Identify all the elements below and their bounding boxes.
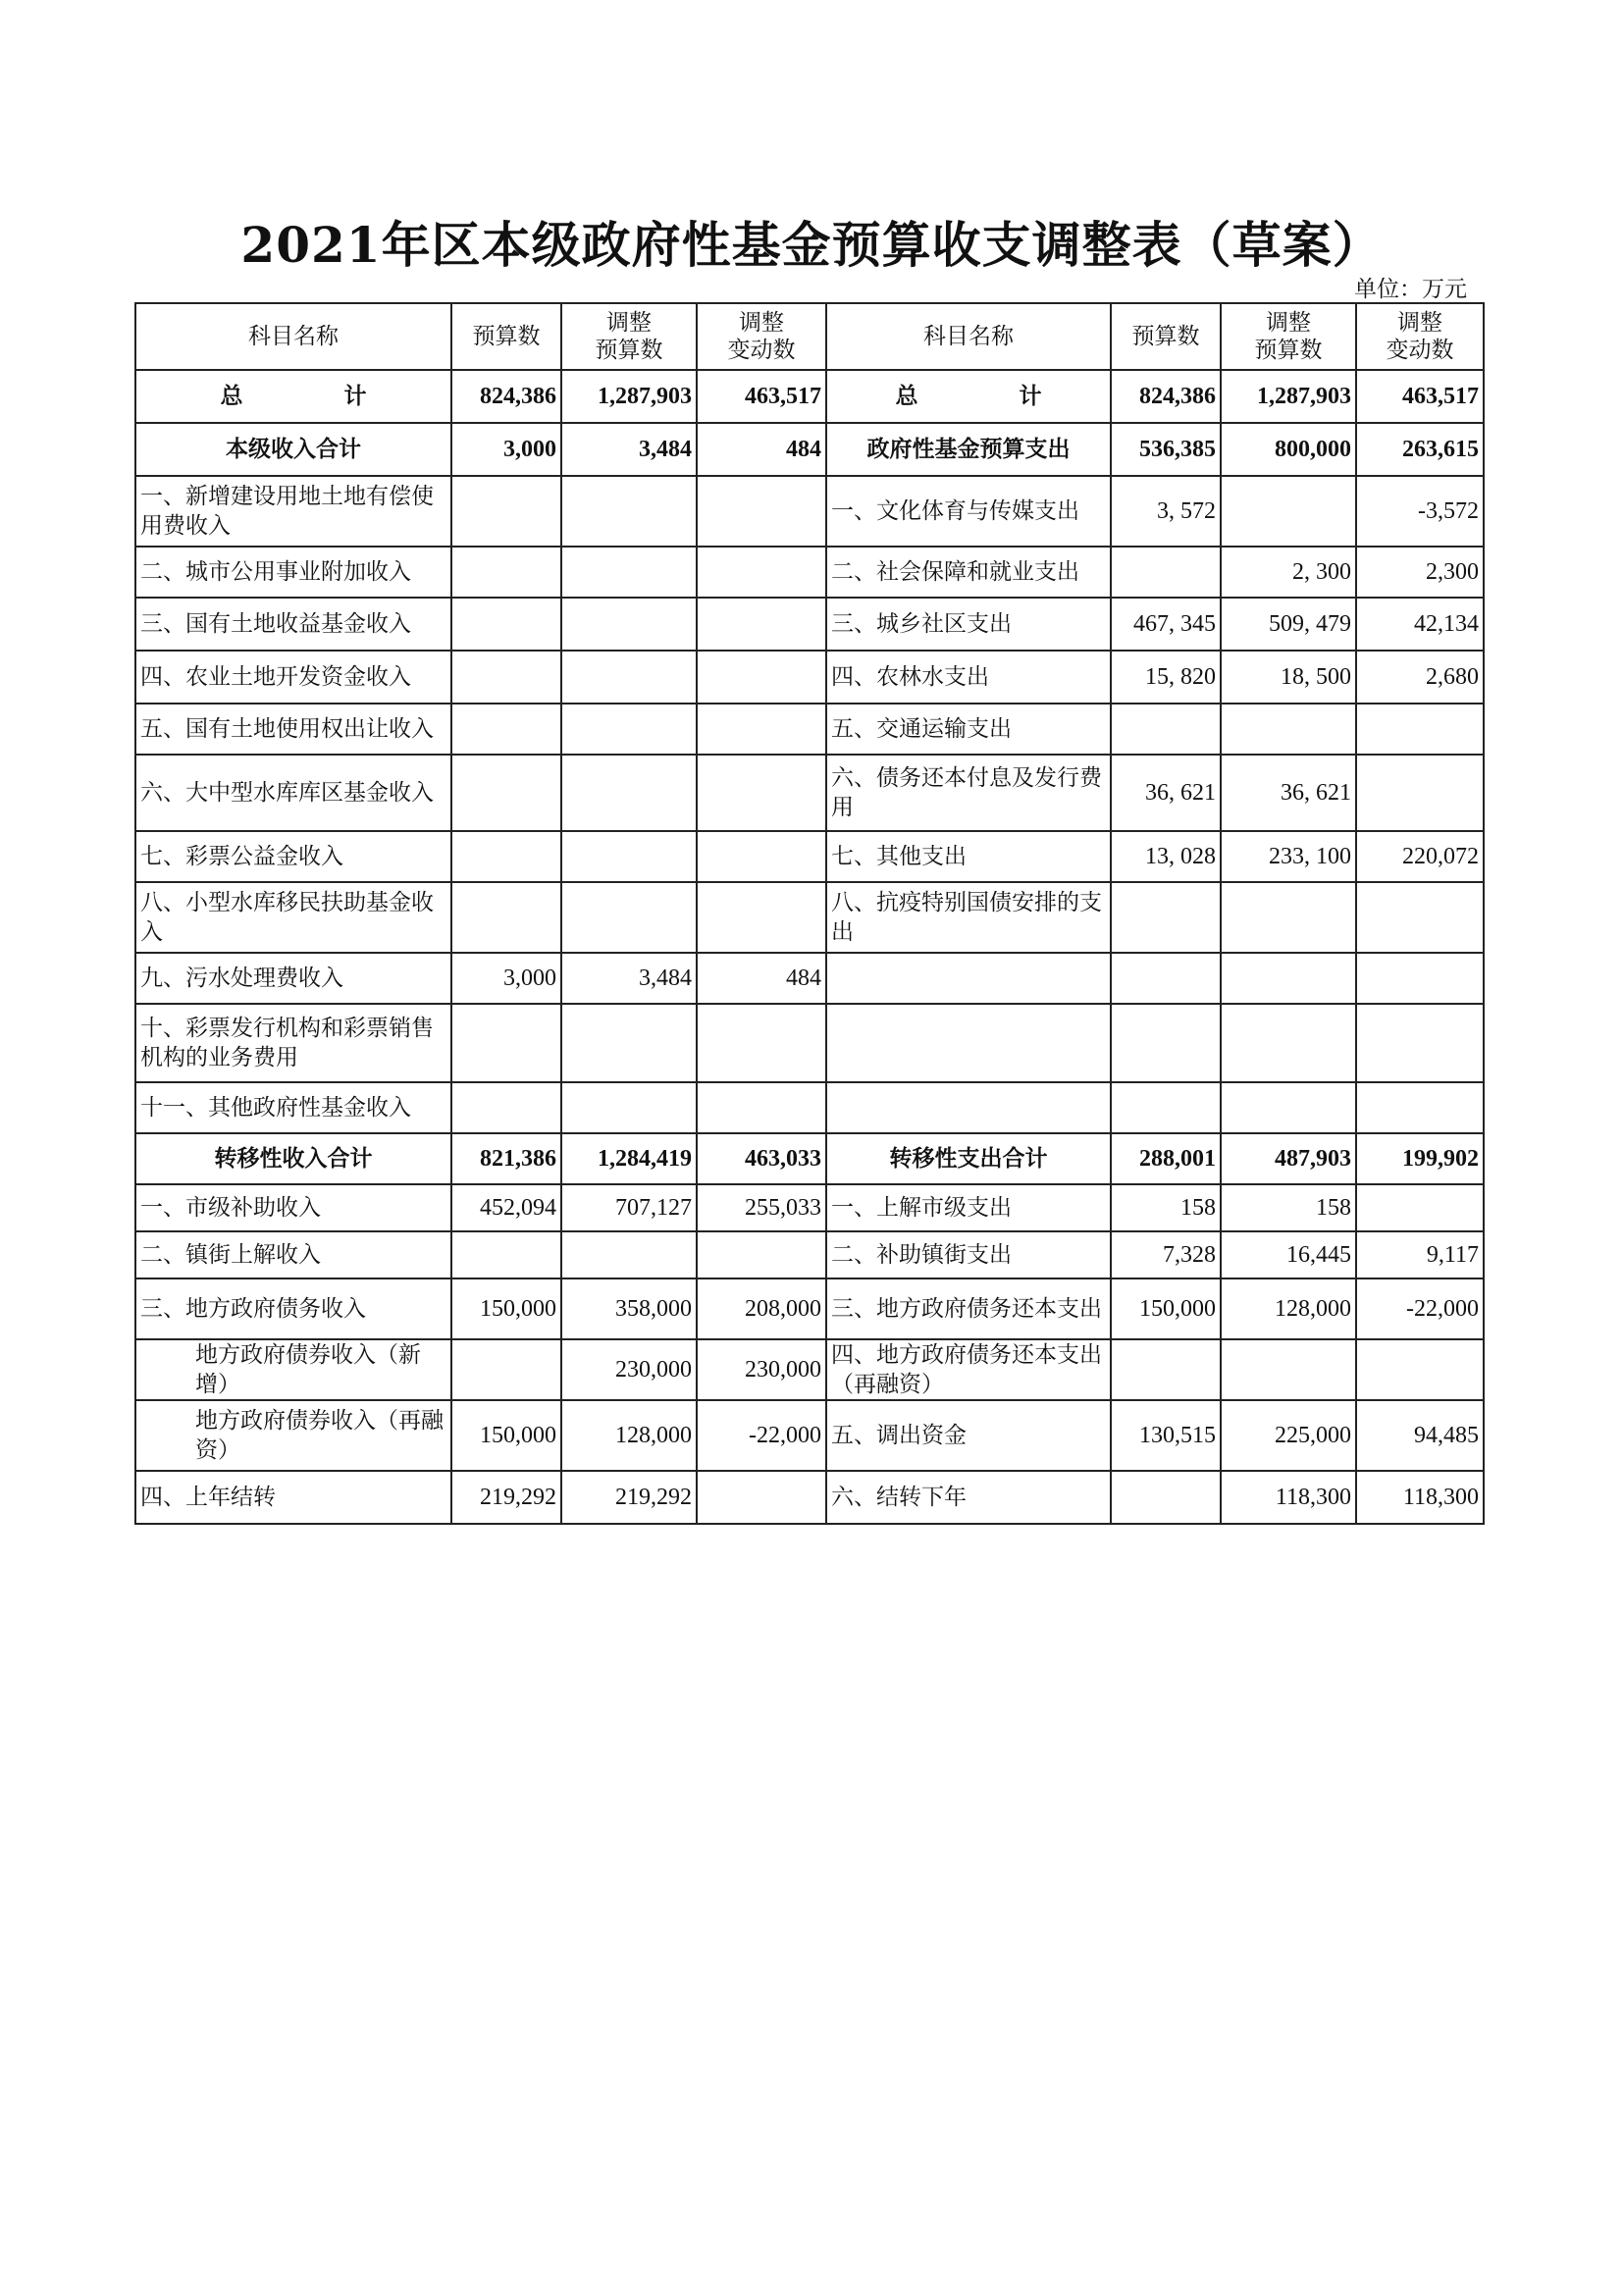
- amount-cell: [697, 755, 826, 831]
- amount-cell: [1111, 953, 1221, 1004]
- table-row: [135, 547, 1484, 598]
- table-row: [135, 755, 1484, 831]
- table-row: [135, 370, 1484, 423]
- amount-cell: [1111, 547, 1221, 598]
- table-row: [135, 598, 1484, 651]
- header-cell: 预算数: [1111, 303, 1221, 370]
- amount-cell: [451, 1231, 561, 1278]
- subject-name-cell: 七、其他支出: [826, 831, 1111, 882]
- subject-name-cell: 三、地方政府债务还本支出: [826, 1278, 1111, 1339]
- table-row: [135, 1471, 1484, 1524]
- header-cell: 预算数: [451, 303, 561, 370]
- amount-cell: 219,292: [451, 1471, 561, 1524]
- amount-cell: [697, 1082, 826, 1133]
- subject-name-cell: 二、补助镇街支出: [826, 1231, 1111, 1278]
- amount-cell: [697, 882, 826, 953]
- subject-name-cell: [826, 1082, 1111, 1133]
- amount-cell: [1356, 1339, 1484, 1400]
- amount-cell: 199,902: [1356, 1133, 1484, 1184]
- subject-name-cell: 一、市级补助收入: [135, 1184, 451, 1231]
- subject-name-cell: 二、镇街上解收入: [135, 1231, 451, 1278]
- amount-cell: [451, 831, 561, 882]
- amount-cell: 463,517: [697, 370, 826, 423]
- subject-name-cell: 十、彩票发行机构和彩票销售机构的业务费用: [135, 1004, 451, 1082]
- amount-cell: 158: [1221, 1184, 1356, 1231]
- header-cell: 调整 变动数: [697, 303, 826, 370]
- subject-name-cell: 五、国有土地使用权出让收入: [135, 704, 451, 755]
- table-row: [135, 1004, 1484, 1082]
- subject-name-cell: 八、小型水库移民扶助基金收入: [135, 882, 451, 953]
- amount-cell: [1356, 704, 1484, 755]
- table-row: [135, 1400, 1484, 1471]
- amount-cell: [561, 476, 697, 547]
- amount-cell: [451, 1339, 561, 1400]
- amount-cell: [561, 598, 697, 651]
- amount-cell: [561, 1231, 697, 1278]
- amount-cell: 824,386: [451, 370, 561, 423]
- budget-table: [134, 302, 1485, 1525]
- amount-cell: [697, 651, 826, 704]
- amount-cell: [697, 547, 826, 598]
- header-cell: 科目名称: [826, 303, 1111, 370]
- table-row: [135, 1339, 1484, 1400]
- amount-cell: [561, 547, 697, 598]
- amount-cell: 18, 500: [1221, 651, 1356, 704]
- table-row: [135, 704, 1484, 755]
- amount-cell: [1111, 1004, 1221, 1082]
- amount-cell: 263,615: [1356, 423, 1484, 476]
- amount-cell: 821,386: [451, 1133, 561, 1184]
- amount-cell: 1,287,903: [1221, 370, 1356, 423]
- amount-cell: [1221, 704, 1356, 755]
- subject-name-cell: 二、社会保障和就业支出: [826, 547, 1111, 598]
- amount-cell: [1221, 953, 1356, 1004]
- amount-cell: 2, 300: [1221, 547, 1356, 598]
- amount-cell: 707,127: [561, 1184, 697, 1231]
- header-cell: 调整 预算数: [1221, 303, 1356, 370]
- amount-cell: [451, 651, 561, 704]
- amount-cell: [697, 598, 826, 651]
- amount-cell: [1221, 476, 1356, 547]
- subject-name-cell: 转移性收入合计: [135, 1133, 451, 1184]
- amount-cell: [697, 704, 826, 755]
- subject-name-cell: 五、调出资金: [826, 1400, 1111, 1471]
- amount-cell: 3,484: [561, 953, 697, 1004]
- amount-cell: [561, 704, 697, 755]
- amount-cell: [697, 1471, 826, 1524]
- amount-cell: 484: [697, 423, 826, 476]
- amount-cell: [1111, 1082, 1221, 1133]
- header-cell: 科目名称: [135, 303, 451, 370]
- amount-cell: [1356, 1004, 1484, 1082]
- amount-cell: 2,300: [1356, 547, 1484, 598]
- table-row: [135, 651, 1484, 704]
- amount-cell: [1221, 1339, 1356, 1400]
- amount-cell: 467, 345: [1111, 598, 1221, 651]
- amount-cell: [697, 1231, 826, 1278]
- amount-cell: 230,000: [561, 1339, 697, 1400]
- amount-cell: 1,287,903: [561, 370, 697, 423]
- amount-cell: 118,300: [1221, 1471, 1356, 1524]
- amount-cell: 9,117: [1356, 1231, 1484, 1278]
- subject-name-cell: 三、地方政府债务收入: [135, 1278, 451, 1339]
- table-row: [135, 423, 1484, 476]
- amount-cell: 484: [697, 953, 826, 1004]
- amount-cell: 230,000: [697, 1339, 826, 1400]
- amount-cell: [1356, 882, 1484, 953]
- table-row: [135, 831, 1484, 882]
- amount-cell: 150,000: [451, 1400, 561, 1471]
- amount-cell: 13, 028: [1111, 831, 1221, 882]
- amount-cell: 233, 100: [1221, 831, 1356, 882]
- amount-cell: 800,000: [1221, 423, 1356, 476]
- header-cell: 调整 变动数: [1356, 303, 1484, 370]
- amount-cell: 225,000: [1221, 1400, 1356, 1471]
- amount-cell: 463,033: [697, 1133, 826, 1184]
- subject-name-cell: 十一、其他政府性基金收入: [135, 1082, 451, 1133]
- subject-name-cell: [826, 953, 1111, 1004]
- amount-cell: [561, 755, 697, 831]
- amount-cell: [1111, 704, 1221, 755]
- amount-cell: [697, 1004, 826, 1082]
- subject-name-cell: 转移性支出合计: [826, 1133, 1111, 1184]
- amount-cell: 94,485: [1356, 1400, 1484, 1471]
- subject-name-cell: 一、文化体育与传媒支出: [826, 476, 1111, 547]
- amount-cell: 158: [1111, 1184, 1221, 1231]
- subject-name-cell: 四、地方政府债务还本支出（再融资）: [826, 1339, 1111, 1400]
- amount-cell: [561, 882, 697, 953]
- table-row: [135, 1184, 1484, 1231]
- amount-cell: 150,000: [451, 1278, 561, 1339]
- subject-name-cell: 一、上解市级支出: [826, 1184, 1111, 1231]
- amount-cell: [561, 831, 697, 882]
- amount-cell: [451, 1004, 561, 1082]
- amount-cell: [1356, 953, 1484, 1004]
- subject-name-cell: [826, 1004, 1111, 1082]
- subject-name-cell: 三、城乡社区支出: [826, 598, 1111, 651]
- unit-label: 单位：万元: [1354, 277, 1467, 302]
- table-row: [135, 476, 1484, 547]
- amount-cell: 208,000: [697, 1278, 826, 1339]
- table-row: [135, 1231, 1484, 1278]
- table-row: [135, 1278, 1484, 1339]
- amount-cell: 220,072: [1356, 831, 1484, 882]
- amount-cell: [1111, 1471, 1221, 1524]
- subject-name-cell: 政府性基金预算支出: [826, 423, 1111, 476]
- amount-cell: 219,292: [561, 1471, 697, 1524]
- amount-cell: [451, 598, 561, 651]
- subject-name-cell: 四、上年结转: [135, 1471, 451, 1524]
- amount-cell: 3,000: [451, 953, 561, 1004]
- subject-name-cell: 四、农林水支出: [826, 651, 1111, 704]
- amount-cell: 3,000: [451, 423, 561, 476]
- amount-cell: 509, 479: [1221, 598, 1356, 651]
- amount-cell: 150,000: [1111, 1278, 1221, 1339]
- header-cell: 调整 预算数: [561, 303, 697, 370]
- amount-cell: -22,000: [1356, 1278, 1484, 1339]
- page-title: 2021年区本级政府性基金预算收支调整表（草案）: [240, 216, 1383, 274]
- subject-name-cell: 三、国有土地收益基金收入: [135, 598, 451, 651]
- table-row: [135, 1082, 1484, 1133]
- amount-cell: 128,000: [1221, 1278, 1356, 1339]
- amount-cell: [451, 704, 561, 755]
- header-row: [135, 303, 1484, 370]
- amount-cell: 7,328: [1111, 1231, 1221, 1278]
- amount-cell: 36, 621: [1111, 755, 1221, 831]
- amount-cell: [1356, 1082, 1484, 1133]
- amount-cell: [451, 755, 561, 831]
- table-row: [135, 882, 1484, 953]
- subject-name-cell: 二、城市公用事业附加收入: [135, 547, 451, 598]
- amount-cell: [1221, 882, 1356, 953]
- amount-cell: [451, 882, 561, 953]
- amount-cell: [451, 1082, 561, 1133]
- table-row: [135, 1133, 1484, 1184]
- amount-cell: 487,903: [1221, 1133, 1356, 1184]
- amount-cell: [697, 476, 826, 547]
- amount-cell: [561, 651, 697, 704]
- amount-cell: -22,000: [697, 1400, 826, 1471]
- amount-cell: [1356, 1184, 1484, 1231]
- amount-cell: 16,445: [1221, 1231, 1356, 1278]
- subject-name-cell: 五、交通运输支出: [826, 704, 1111, 755]
- subject-name-cell: 总 计: [826, 370, 1111, 423]
- amount-cell: [1356, 755, 1484, 831]
- amount-cell: [1221, 1004, 1356, 1082]
- amount-cell: 358,000: [561, 1278, 697, 1339]
- subject-name-cell: 八、抗疫特别国债安排的支出: [826, 882, 1111, 953]
- amount-cell: [1221, 1082, 1356, 1133]
- amount-cell: 42,134: [1356, 598, 1484, 651]
- amount-cell: 824,386: [1111, 370, 1221, 423]
- amount-cell: 3, 572: [1111, 476, 1221, 547]
- subject-name-cell: 七、彩票公益金收入: [135, 831, 451, 882]
- subject-name-cell: 六、大中型水库库区基金收入: [135, 755, 451, 831]
- amount-cell: 15, 820: [1111, 651, 1221, 704]
- subject-name-cell: 地方政府债券收入（再融资）: [135, 1400, 451, 1471]
- amount-cell: [451, 476, 561, 547]
- amount-cell: 130,515: [1111, 1400, 1221, 1471]
- amount-cell: 1,284,419: [561, 1133, 697, 1184]
- amount-cell: [561, 1082, 697, 1133]
- subject-name-cell: 六、债务还本付息及发行费用: [826, 755, 1111, 831]
- amount-cell: 3,484: [561, 423, 697, 476]
- amount-cell: 536,385: [1111, 423, 1221, 476]
- subject-name-cell: 四、农业土地开发资金收入: [135, 651, 451, 704]
- table-row: [135, 953, 1484, 1004]
- amount-cell: [451, 547, 561, 598]
- amount-cell: 463,517: [1356, 370, 1484, 423]
- subject-name-cell: 一、新增建设用地土地有偿使用费收入: [135, 476, 451, 547]
- subject-name-cell: 九、污水处理费收入: [135, 953, 451, 1004]
- subject-name-cell: 六、结转下年: [826, 1471, 1111, 1524]
- amount-cell: 255,033: [697, 1184, 826, 1231]
- amount-cell: [561, 1004, 697, 1082]
- amount-cell: 36, 621: [1221, 755, 1356, 831]
- subject-name-cell: 总 计: [135, 370, 451, 423]
- amount-cell: 128,000: [561, 1400, 697, 1471]
- amount-cell: 288,001: [1111, 1133, 1221, 1184]
- subject-name-cell: 本级收入合计: [135, 423, 451, 476]
- amount-cell: [697, 831, 826, 882]
- amount-cell: 452,094: [451, 1184, 561, 1231]
- amount-cell: 2,680: [1356, 651, 1484, 704]
- amount-cell: [1111, 882, 1221, 953]
- subject-name-cell: 地方政府债券收入（新增）: [135, 1339, 451, 1400]
- amount-cell: 118,300: [1356, 1471, 1484, 1524]
- amount-cell: [1111, 1339, 1221, 1400]
- amount-cell: -3,572: [1356, 476, 1484, 547]
